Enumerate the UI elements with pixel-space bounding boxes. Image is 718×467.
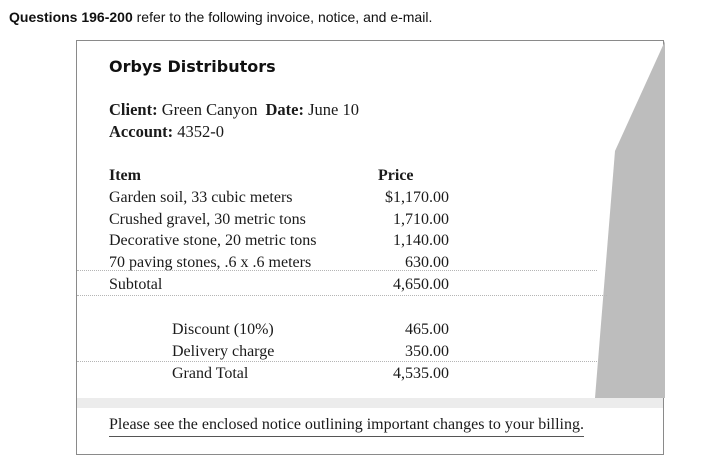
price-header: Price — [378, 167, 414, 184]
client-line — [109, 100, 359, 120]
client-value: Green Canyon — [161, 100, 258, 119]
notice-bar — [77, 398, 663, 408]
subtotal-label: Subtotal — [109, 275, 163, 293]
item-name: Decorative stone, 20 metric tons — [109, 232, 317, 250]
grand-total-value: 4,535.00 — [393, 364, 449, 382]
discount-label: Discount (10%) — [172, 321, 274, 338]
item-price: 630.00 — [405, 254, 449, 272]
item-name: Garden soil, 33 cubic meters — [109, 188, 293, 206]
item-price: 1,710.00 — [393, 210, 449, 228]
item-header: Item — [109, 167, 141, 184]
account-label: Account: — [109, 122, 174, 141]
item-price: $1,170.00 — [385, 188, 449, 206]
price-column — [367, 165, 449, 296]
delivery-value: 350.00 — [405, 342, 449, 360]
account-value: 4352-0 — [177, 122, 225, 141]
question-range: Questions 196-200 — [9, 9, 133, 25]
divider — [77, 361, 597, 362]
item-name: Crushed gravel, 30 metric tons — [109, 210, 306, 228]
item-column — [109, 165, 317, 296]
subtotal-value: 4,650.00 — [393, 275, 449, 293]
date-label: Date: — [265, 100, 304, 119]
date-value: June 10 — [308, 100, 359, 119]
billing-notice: Please see the enclosed notice outlining important changes to your billing. — [109, 416, 584, 437]
client-label: Client: — [109, 100, 158, 119]
delivery-label: Delivery charge — [172, 342, 275, 360]
divider — [77, 270, 597, 271]
adjustment-values — [367, 319, 449, 384]
account-line — [109, 122, 224, 142]
divider — [77, 295, 607, 296]
question-header — [9, 9, 432, 25]
company-name: Orbys Distributors — [109, 57, 276, 76]
item-name: 70 paving stones, .6 x .6 meters — [109, 254, 312, 272]
adjustment-labels — [172, 319, 274, 384]
grand-total-label: Grand Total — [172, 364, 249, 382]
item-price: 1,140.00 — [393, 232, 449, 250]
invoice — [76, 40, 664, 455]
discount-value: 465.00 — [405, 321, 449, 338]
question-intro: refer to the following invoice, notice, and e-mail. — [132, 9, 433, 25]
